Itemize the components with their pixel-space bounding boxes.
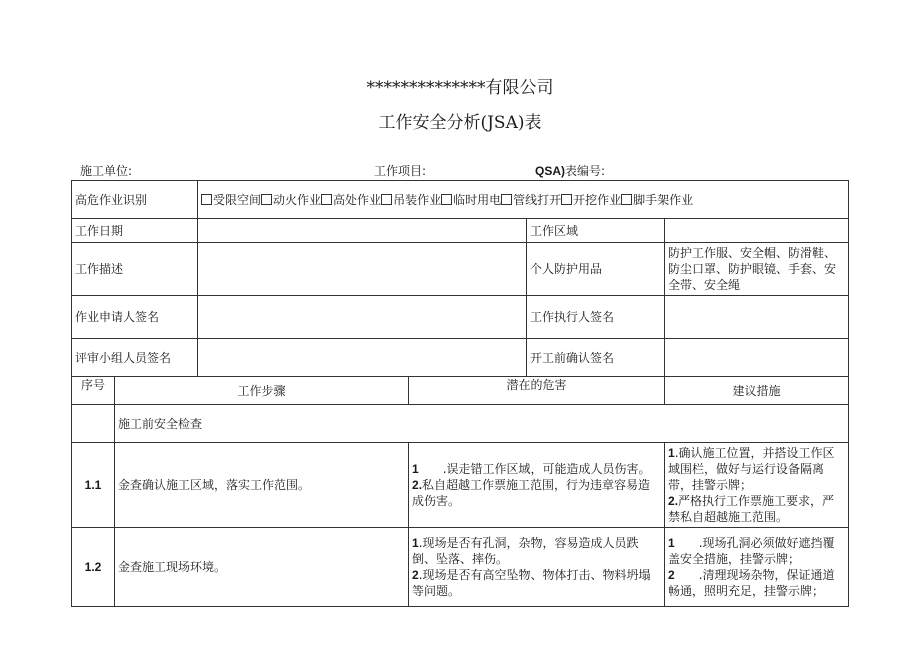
work-area-label: 工作区域 [527, 219, 665, 243]
form-number-prefix: QSA) [535, 164, 565, 178]
measure-cell [665, 443, 849, 528]
measure-cell [665, 528, 849, 607]
hazard-option[interactable] [441, 193, 501, 207]
item-number: 1 [668, 446, 675, 460]
ppe-label: 个人防护用品 [527, 243, 665, 296]
hazard-option[interactable] [561, 193, 621, 207]
applicant-signature-row [72, 296, 849, 339]
executor-signature-label: 工作执行人签名 [527, 296, 665, 339]
work-project-label: 工作项目: [374, 164, 427, 178]
checkbox-icon[interactable] [561, 194, 572, 205]
item-text: 私自超越工作票施工范围，行为违章容易造成伤害。 [412, 478, 651, 508]
hazard-item [412, 461, 661, 477]
hazard-checkbox-group [198, 181, 849, 219]
item-text: .现场孔洞必须做好遮挡覆盖安全措施，挂警示牌； [668, 536, 835, 566]
item-text: 严格执行工作票施工要求，严禁私自超越施工范围。 [668, 494, 835, 524]
work-date-label: 工作日期 [72, 219, 198, 243]
measure-item [668, 445, 845, 493]
hazard-item [412, 477, 661, 509]
executor-signature-field[interactable] [665, 296, 849, 339]
column-header-step: 工作步骤 [115, 377, 409, 405]
hazard-option[interactable] [201, 193, 261, 207]
measure-item [668, 493, 845, 525]
checkbox-icon[interactable] [621, 194, 632, 205]
hazard-option[interactable] [321, 193, 381, 207]
hazard-option-label: 受限空间 [213, 192, 262, 207]
company-name: **************有限公司 [366, 78, 554, 98]
item-number: 2. [412, 478, 423, 492]
checkbox-icon[interactable] [441, 194, 452, 205]
item-text: .误走错工作区域，可能造成人员伤害。 [418, 462, 651, 476]
hazard-option[interactable] [381, 193, 441, 207]
hazard-option[interactable] [261, 193, 321, 207]
hazard-option[interactable] [621, 193, 693, 207]
hazard-option-label: 动火作业 [273, 192, 322, 207]
column-header-row [72, 377, 849, 405]
table-row [72, 528, 849, 607]
hazard-option-label: 吊装作业 [393, 192, 442, 207]
confirm-signature-label: 开工前确认签名 [527, 339, 665, 377]
hazard-option[interactable] [501, 193, 561, 207]
measure-item [668, 567, 845, 599]
confirm-signature-field[interactable] [665, 339, 849, 377]
section-row [72, 405, 849, 443]
hazard-item [412, 567, 661, 599]
item-text: .现场是否有高空坠物、物体打击、物料坍塌等问题。 [412, 568, 651, 598]
applicant-signature-field[interactable] [198, 296, 527, 339]
review-signature-row [72, 339, 849, 377]
form-number-label: 表编号: [565, 164, 606, 178]
measure-item [668, 535, 845, 567]
ppe-value: 防护工作服、安全帽、防滑鞋、防尘口罩、防护眼镜、手套、安全带、安全绳 [665, 243, 849, 296]
work-date-field[interactable] [198, 219, 527, 243]
item-number: 2 [668, 568, 675, 582]
work-step: 金查确认施工区域，落实工作范围。 [115, 443, 409, 528]
jsa-table [71, 180, 849, 607]
form-number [535, 162, 605, 179]
checkbox-icon[interactable] [321, 194, 332, 205]
checkbox-icon[interactable] [261, 194, 272, 205]
work-description-row [72, 243, 849, 296]
row-number: 1.1 [72, 443, 115, 528]
row-number: 1.2 [72, 528, 115, 607]
hazard-option-label: 脚手架作业 [633, 192, 694, 207]
hazard-identification-row [72, 181, 849, 219]
item-number: 1 [412, 536, 419, 550]
item-number: 2 [412, 568, 419, 582]
item-text: .清理现场杂物，保证通道畅通，照明充足，挂警示牌； [668, 568, 835, 598]
column-header-measure: 建议措施 [665, 377, 849, 405]
item-number: 1 [668, 536, 675, 550]
work-date-row [72, 219, 849, 243]
hazard-option-label: 管线打开 [513, 192, 562, 207]
item-number: 1 [412, 462, 419, 476]
hazard-option-label: 临时用电 [453, 192, 502, 207]
work-step: 金查施工现场环境。 [115, 528, 409, 607]
applicant-signature-label: 作业申请人签名 [72, 296, 198, 339]
review-signature-label: 评审小组人员签名 [72, 339, 198, 377]
item-text: .现场是否有孔洞，杂物，容易造成人员跌倒、坠落、摔伤。 [412, 536, 639, 566]
work-description-field[interactable] [198, 243, 527, 296]
item-text: .确认施工位置，并搭设工作区域围栏，做好与运行设备隔离带，挂警示牌； [668, 446, 835, 492]
review-signature-field[interactable] [198, 339, 527, 377]
work-description-label: 工作描述 [72, 243, 198, 296]
table-row [72, 443, 849, 528]
column-header-no: 序号 [72, 377, 115, 405]
section-title: 施工前安全检查 [115, 405, 849, 443]
hazard-cell [409, 443, 665, 528]
construction-unit-label: 施工单位: [80, 164, 133, 178]
hazard-item [412, 535, 661, 567]
form-title: 工作安全分析(JSA)表 [378, 113, 542, 133]
checkbox-icon[interactable] [381, 194, 392, 205]
work-area-field[interactable] [665, 219, 849, 243]
checkbox-icon[interactable] [201, 194, 212, 205]
checkbox-icon[interactable] [501, 194, 512, 205]
hazard-identification-label: 高危作业识别 [72, 181, 198, 219]
hazard-cell [409, 528, 665, 607]
hazard-option-label: 高处作业 [333, 192, 382, 207]
hazard-option-label: 开挖作业 [573, 192, 622, 207]
section-no-cell [72, 405, 115, 443]
column-header-hazard: 潜在的危害 [409, 377, 665, 405]
item-number: 2. [668, 494, 679, 508]
